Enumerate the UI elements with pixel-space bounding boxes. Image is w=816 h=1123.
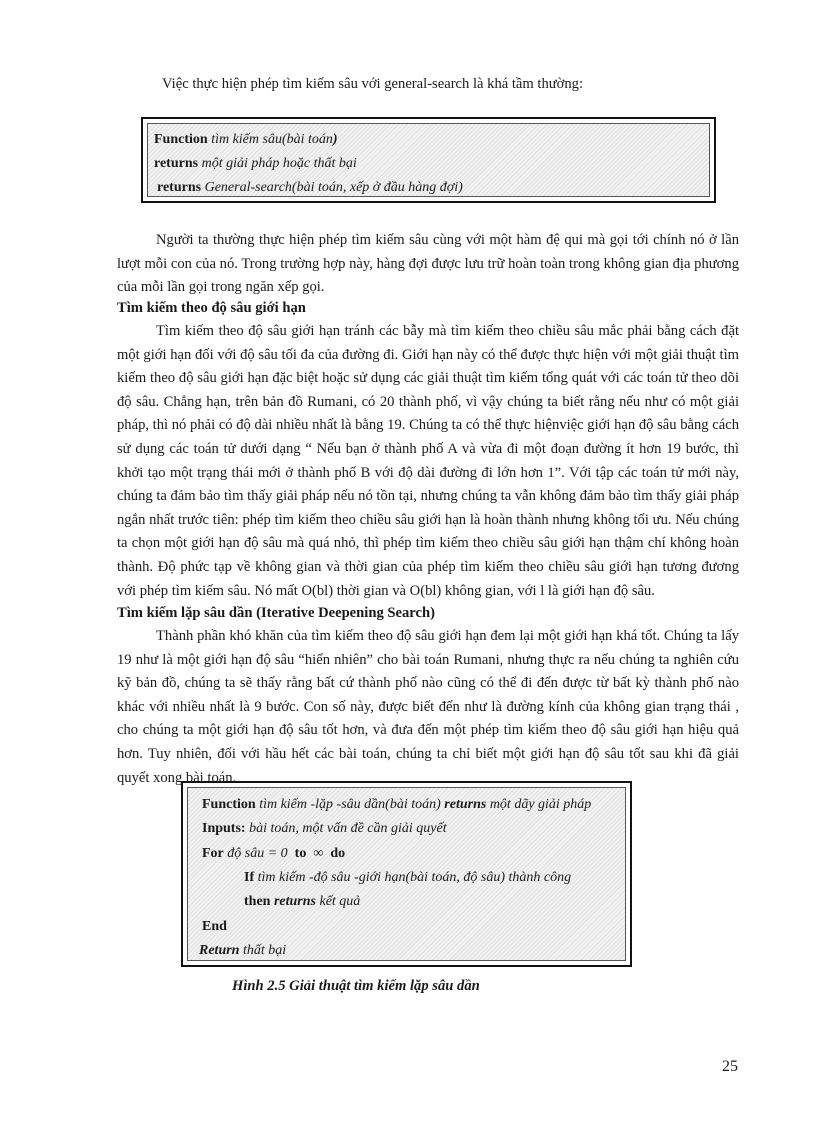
code-line-function (202, 793, 591, 817)
keyword-function: Function (154, 132, 208, 147)
code-line-inputs (202, 817, 447, 841)
code-box-background (147, 123, 710, 197)
function-signature-close: ) (332, 132, 338, 147)
code-line-end (202, 915, 227, 939)
keyword-return: Return (199, 943, 240, 958)
loop-variable: độ sâu = 0 (223, 846, 288, 861)
return-expression: General-search(bài toán, xếp ở đầu hàng đợi) (201, 180, 463, 195)
return-value: thất bại (239, 943, 287, 958)
code-line-returns-1 (154, 152, 357, 176)
if-condition: tìm kiếm -độ sâu -giới hạn(bài toán, độ sâu) thành công (254, 870, 572, 885)
keyword-then: then (244, 894, 274, 909)
keyword-for: For (202, 846, 224, 861)
keyword-if: If (244, 870, 255, 885)
keyword-returns: returns (154, 156, 199, 171)
keyword-returns: returns (444, 797, 487, 812)
intro-text: Việc thực hiện phép tìm kiếm sâu với general-search là khá tầm thường: (162, 76, 584, 92)
code-box-iterative-deepening (181, 781, 632, 967)
keyword-returns: returns (273, 894, 316, 909)
function-signature: tìm kiếm sâu(bài toán (207, 132, 333, 147)
keyword-function: Function (202, 797, 256, 812)
paragraph-recursive-dfs: Người ta thường thực hiện phép tìm kiếm sâu cùng với một hàm đệ qui mà gọi tới chính nó ở lần lượt mỗi con của nó. Trong trường hợp này, hàng đợi được lưu trữ hoàn toàn trong không gian địa phương của mỗi lần gọi trong ngăn xếp gọi. (117, 232, 739, 296)
paragraph-iterative-deepening: Thành phần khó khăn của tìm kiếm theo độ sâu giới hạn đem lại một giới hạn khá tốt. Chúng ta lấy 19 như là một giới hạn độ sâu “hiển nhiên” cho bài toán Rumani, nhưng thực ra nếu chúng ta nghiên cứu kỹ bản đồ, chúng ta sẽ thấy rằng bất cứ thành phố nào cũng có thể đi đến được từ bất kỳ thành phố nào khác với nhiều nhất là 9 bước. Con số này, được biết đến như là đường kính của không gian trạng thái , cho chúng ta một giới hạn độ sâu tốt hơn, và đưa đến một phép tìm kiếm theo độ sâu giới hạn hiệu quả hơn. Tuy nhiên, đối với hầu hết các bài toán, chúng ta chỉ biết một giới hạn độ sâu tốt sau khi đã giải quyết xong bài toán. (117, 628, 739, 786)
code-line-function (154, 128, 338, 152)
return-description: một giải pháp hoặc thất bại (198, 156, 357, 171)
figure-caption: Hình 2.5 Giải thuật tìm kiếm lặp sâu dần (232, 978, 480, 994)
page-number: 25 (722, 1058, 738, 1075)
keyword-to: to (294, 846, 307, 861)
inputs-description: bài toán, một vấn đề cần giải quyết (245, 821, 447, 836)
then-result: kết quả (315, 894, 361, 909)
keyword-end: End (202, 919, 227, 934)
heading-iterative-deepening: Tìm kiếm lặp sâu dần (Iterative Deepening Search) (117, 605, 435, 621)
keyword-do: do (330, 846, 346, 861)
function-signature: tìm kiếm -lặp -sâu dần(bài toán) (255, 797, 445, 812)
code-line-return (199, 939, 286, 963)
code-box-depth-first-search (141, 117, 716, 203)
return-description: một dãy giải pháp (486, 797, 592, 812)
paragraph-depth-limited-search: Tìm kiếm theo độ sâu giới hạn tránh các bẫy mà tìm kiếm theo chiều sâu mắc phải bằng cách đặt một giới hạn đối với độ sâu tối đa của đường đi. Giới hạn này có thể được thực hiện với một giải thuật tìm kiếm theo độ sâu giới hạn đặc biệt hoặc sử dụng các giải thuật tìm kiếm tổng quát với các toán tử theo dõi độ sâu. Chẳng hạn, trên bản đồ Rumani, có 20 thành phố, vì vậy chúng ta biết rằng nếu như có một giải pháp, thì nó phải có độ dài nhiều nhất là bằng 19. Chúng ta có thể thực hiệnviệc giới hạn độ sâu bằng cách sử dụng các toán tử dưới dạng “ Nếu bạn ở thành phố A và vừa đi một đoạn đường ít hơn 19 bước, thì khởi tạo một trạng thái mới ở thành phố B với độ dài đường đi lớn hơn 1”. Với tập các toán tử mới này, chúng ta đảm bảo tìm thấy giải pháp nếu nó tồn tại, nhưng chúng ta vẫn không đảm bảo tìm thấy giải pháp ngắn nhất trước tiên: phép tìm kiếm theo chiều sâu giới hạn là hoàn thành nhưng không tối ưu. Nếu chúng ta chọn một giới hạn độ sâu mà quá nhỏ, thì phép tìm kiếm theo chiều sâu giới hạn thậm chí không hoàn thành. Độ phức tạp về không gian và thời gian của phép tìm kiếm theo chiều sâu giới hạn tương đương với phép tìm kiếm sâu. Nó mất O(bl) thời gian và O(bl) không gian, với l là giới hạn độ sâu. (117, 323, 739, 599)
code-line-for (202, 842, 345, 866)
infinity-symbol: ∞ (313, 846, 324, 861)
keyword-inputs: Inputs: (202, 821, 246, 836)
code-line-then (244, 890, 360, 914)
heading-depth-limited-search: Tìm kiếm theo độ sâu giới hạn (117, 300, 306, 316)
code-line-if (244, 866, 571, 890)
keyword-returns: returns (157, 180, 202, 195)
code-line-returns-2 (157, 176, 463, 200)
code-box-background (187, 787, 626, 961)
